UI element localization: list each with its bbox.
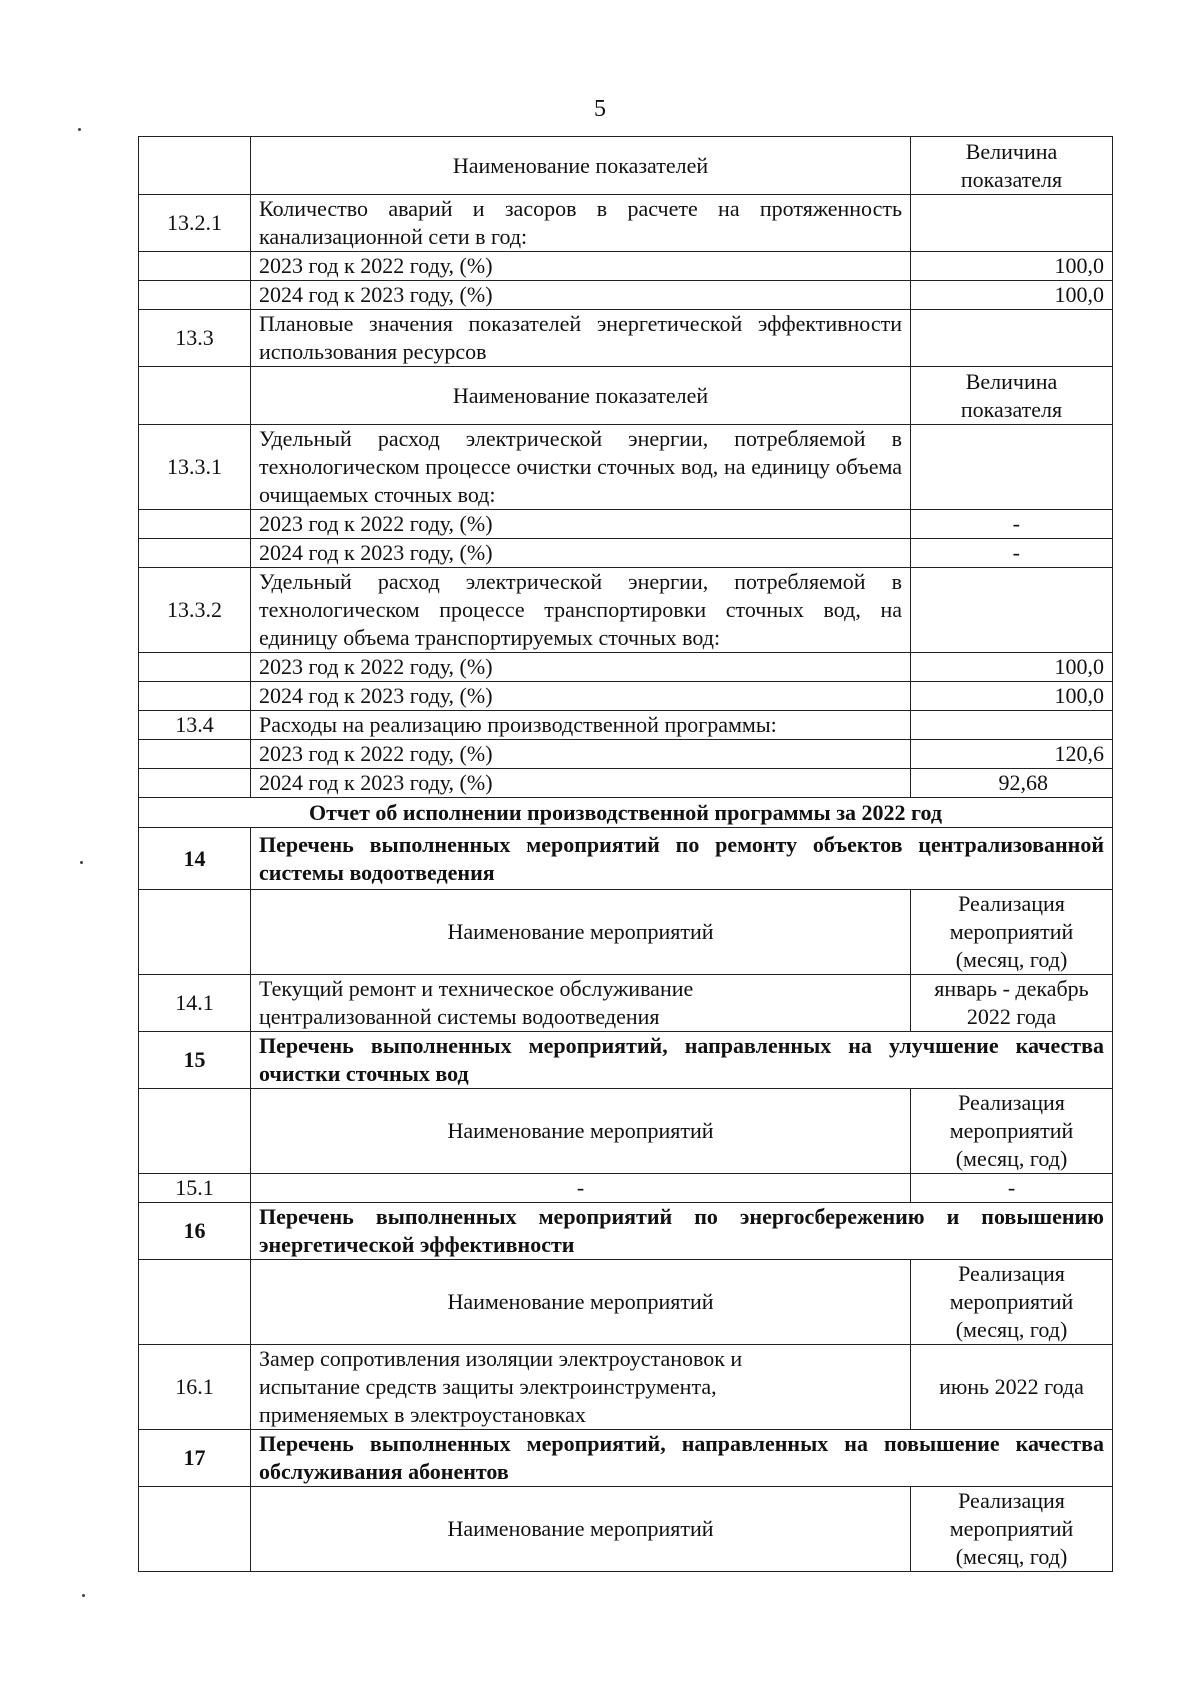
row-text: 2024 год к 2023 году, (%) <box>251 539 911 568</box>
row-text: 2024 год к 2023 году, (%) <box>251 682 911 711</box>
row-text: Удельный расход электрической энергии, потребляемой в технологическом процессе транспортировки сточных вод, на единицу объема транспортируемых сточных вод: <box>251 568 911 653</box>
row-number: 13.2.1 <box>139 195 251 252</box>
indicators-table <box>138 136 1113 1572</box>
table-header-row <box>139 1089 1113 1174</box>
row-value: январь - декабрь 2022 года <box>911 975 1113 1032</box>
row-value: 92,68 <box>911 769 1113 798</box>
table-row <box>139 711 1113 740</box>
header-measure-value: Реализация мероприятий (месяц, год) <box>911 1260 1113 1345</box>
section-title: Перечень выполненных мероприятий, направленных на повышение качества обслуживания абонентов <box>251 1430 1113 1487</box>
row-text: Количество аварий и засоров в расчете на протяженность канализационной сети в год: <box>251 195 911 252</box>
table-row <box>139 281 1113 310</box>
report-title: Отчет об исполнении производственной программы за 2022 год <box>139 798 1113 828</box>
section-row <box>139 1203 1113 1260</box>
row-value <box>911 425 1113 510</box>
empty-cell <box>139 281 251 310</box>
table-row <box>139 568 1113 653</box>
table-row <box>139 310 1113 367</box>
table-row <box>139 769 1113 798</box>
row-text: 2023 год к 2022 году, (%) <box>251 740 911 769</box>
empty-cell <box>139 890 251 975</box>
row-value: - <box>911 539 1113 568</box>
row-number: 13.3.1 <box>139 425 251 510</box>
section-title: Перечень выполненных мероприятий по энергосбережению и повышению энергетической эффективности <box>251 1203 1113 1260</box>
row-number: 13.4 <box>139 711 251 740</box>
scan-speck <box>78 128 81 131</box>
table-row <box>139 975 1113 1032</box>
table-row <box>139 1345 1113 1430</box>
row-number: 13.3.2 <box>139 568 251 653</box>
section-number: 17 <box>139 1430 251 1487</box>
section-number: 16 <box>139 1203 251 1260</box>
table-header-row <box>139 890 1113 975</box>
table-header-row <box>139 1487 1113 1572</box>
scan-speck <box>80 861 83 864</box>
header-measure-name: Наименование мероприятий <box>251 1260 911 1345</box>
row-value: - <box>911 510 1113 539</box>
row-value: июнь 2022 года <box>911 1345 1113 1430</box>
section-title: Перечень выполненных мероприятий по ремонту объектов централизованной системы водоотведения <box>251 828 1113 890</box>
table-row <box>139 252 1113 281</box>
header-indicator-value: Величина показателя <box>911 137 1113 195</box>
section-number: 14 <box>139 828 251 890</box>
row-text: 2023 год к 2022 году, (%) <box>251 252 911 281</box>
empty-cell <box>139 653 251 682</box>
header-indicator-name: Наименование показателей <box>251 367 911 425</box>
empty-cell <box>139 1487 251 1572</box>
header-measure-value: Реализация мероприятий (месяц, год) <box>911 890 1113 975</box>
empty-cell <box>139 252 251 281</box>
row-number: 16.1 <box>139 1345 251 1430</box>
table-row <box>139 510 1113 539</box>
row-value <box>911 195 1113 252</box>
row-number: 14.1 <box>139 975 251 1032</box>
empty-cell <box>139 367 251 425</box>
row-value: 100,0 <box>911 252 1113 281</box>
table-row <box>139 539 1113 568</box>
row-text: Плановые значения показателей энергетической эффективности использования ресурсов <box>251 310 911 367</box>
table-row <box>139 653 1113 682</box>
section-row <box>139 1032 1113 1089</box>
empty-cell <box>139 682 251 711</box>
header-measure-name: Наименование мероприятий <box>251 1089 911 1174</box>
row-number: 15.1 <box>139 1174 251 1203</box>
table-header-row <box>139 367 1113 425</box>
row-text: Расходы на реализацию производственной программы: <box>251 711 911 740</box>
row-text: Текущий ремонт и техническое обслуживание централизованной системы водоотведения <box>251 975 911 1032</box>
row-text: 2024 год к 2023 году, (%) <box>251 281 911 310</box>
section-number: 15 <box>139 1032 251 1089</box>
row-text: 2023 год к 2022 году, (%) <box>251 510 911 539</box>
table-row <box>139 740 1113 769</box>
table-header-row <box>139 137 1113 195</box>
header-indicator-value: Величина показателя <box>911 367 1113 425</box>
empty-cell <box>139 740 251 769</box>
section-title: Перечень выполненных мероприятий, направленных на улучшение качества очистки сточных вод <box>251 1032 1113 1089</box>
table-header-row <box>139 1260 1113 1345</box>
empty-cell <box>139 539 251 568</box>
empty-cell <box>139 1089 251 1174</box>
row-value: 100,0 <box>911 281 1113 310</box>
page-number: 5 <box>594 96 606 122</box>
table-row <box>139 195 1113 252</box>
row-text: Удельный расход электрической энергии, потребляемой в технологическом процессе очистки сточных вод, на единицу объема очищаемых сточных вод: <box>251 425 911 510</box>
row-value <box>911 568 1113 653</box>
row-value: 100,0 <box>911 653 1113 682</box>
header-measure-name: Наименование мероприятий <box>251 1487 911 1572</box>
row-value: 120,6 <box>911 740 1113 769</box>
empty-cell <box>139 1260 251 1345</box>
empty-cell <box>139 137 251 195</box>
row-value: - <box>911 1174 1113 1203</box>
row-number: 13.3 <box>139 310 251 367</box>
section-row <box>139 1430 1113 1487</box>
row-value <box>911 711 1113 740</box>
empty-cell <box>139 769 251 798</box>
row-text: Замер сопротивления изоляции электроустановок и испытание средств защиты электроинструмента, применяемых в электроустановках <box>251 1345 911 1430</box>
section-row <box>139 828 1113 890</box>
header-measure-value: Реализация мероприятий (месяц, год) <box>911 1089 1113 1174</box>
table-row <box>139 682 1113 711</box>
row-text: 2024 год к 2023 году, (%) <box>251 769 911 798</box>
header-indicator-name: Наименование показателей <box>251 137 911 195</box>
empty-cell <box>139 510 251 539</box>
header-measure-value: Реализация мероприятий (месяц, год) <box>911 1487 1113 1572</box>
row-value: 100,0 <box>911 682 1113 711</box>
row-text: - <box>251 1174 911 1203</box>
row-text: 2023 год к 2022 году, (%) <box>251 653 911 682</box>
section-title-row <box>139 798 1113 828</box>
scan-speck <box>82 1594 85 1597</box>
header-measure-name: Наименование мероприятий <box>251 890 911 975</box>
table-row <box>139 425 1113 510</box>
row-value <box>911 310 1113 367</box>
table-row <box>139 1174 1113 1203</box>
